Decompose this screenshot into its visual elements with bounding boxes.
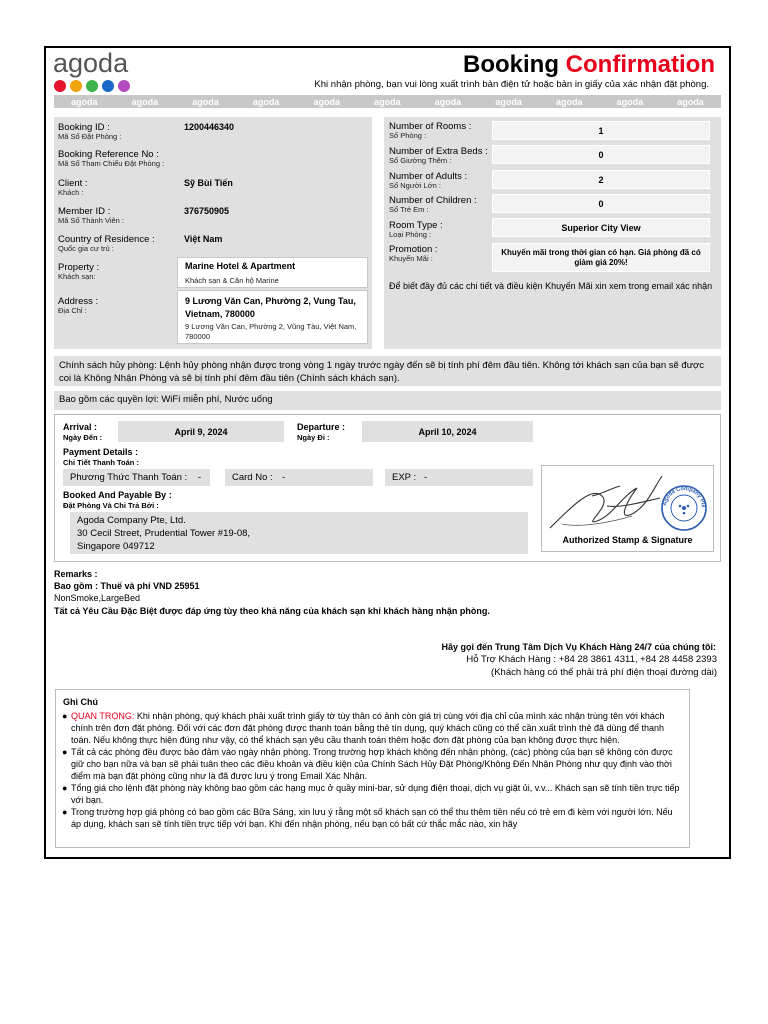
payable-company-box xyxy=(70,512,528,554)
support-title: Hãy gọi đến Trung Tâm Dịch Vụ Khách Hàng 24/7 của chúng tôi: xyxy=(441,642,716,652)
payable-label: Booked And Payable By : xyxy=(63,490,172,500)
address-label: Address : xyxy=(58,296,99,307)
country-label: Country of Residence : xyxy=(58,234,155,245)
arrival-label: Arrival : xyxy=(63,422,98,432)
support-phones: Hỗ Trợ Khách Hàng : +84 28 3861 4311, +84 28 4458 2393 xyxy=(466,654,717,665)
promotion-sublabel: Khuyến Mãi : xyxy=(389,254,433,263)
country-sublabel: Quốc gia cư trú : xyxy=(58,244,114,253)
notes-title: Ghi Chú xyxy=(63,697,98,707)
bullet-icon: ● xyxy=(62,807,68,817)
stamp-signature-box xyxy=(541,465,714,552)
departure-sublabel: Ngày Đi : xyxy=(297,433,330,442)
member-label: Member ID : xyxy=(58,206,111,217)
page-title xyxy=(463,51,715,79)
ref-label: Booking Reference No : xyxy=(58,149,159,160)
arrival-value: April 9, 2024 xyxy=(118,421,284,442)
note-item-3-text: Tổng giá cho lệnh đặt phòng này không bao gồm các hạng mục ở quầy mini-bar, sử dụng điện thoại, dịch vụ giặt ủi, v.v... Khách sạn sẽ tính tiền trực tiếp với bạn. xyxy=(71,783,680,805)
svg-text:Agoda Company Pte. Ltd. xyxy=(660,484,706,508)
agoda-logo: agoda xyxy=(53,48,129,78)
company-stamp-icon xyxy=(660,484,708,532)
stamp-caption: Authorized Stamp & Signature xyxy=(562,535,693,545)
header-subtitle: Khi nhận phòng, bạn vui lòng xuất trình bản điện tử hoặc bản in giấy của xác nhận đặt phòng. xyxy=(314,79,709,90)
departure-value: April 10, 2024 xyxy=(362,421,533,442)
adults-sublabel: Số Người Lớn : xyxy=(389,181,441,190)
bullet-icon: ● xyxy=(62,711,68,721)
extra-beds-value: 0 xyxy=(492,145,710,164)
room-type-value: Superior City View xyxy=(492,218,710,237)
bullet-icon: ● xyxy=(62,747,68,757)
booking-id-sublabel: Mã Số Đặt Phòng : xyxy=(58,132,122,141)
company-line-1: Agoda Company Pte, Ltd. xyxy=(77,515,186,526)
notes-panel xyxy=(55,689,690,848)
payment-sublabel: Chi Tiết Thanh Toán : xyxy=(63,458,139,467)
expiry-label: EXP : xyxy=(392,472,417,483)
note-item-2-text: Tất cả các phòng đều được bảo đảm vào ngày nhận phòng. Trong trường hợp khách không đến nhận phòng, (các) phòng của bạn sẽ không còn được giữ cho bạn nữa và bạn sẽ phải tuân theo các điều khoản và điều kiện của Chính Sách Hủy Đặt Phòng/Không Đến Nhận Phòng như quy định vào thời điểm mà bạn đặt phòng cũng như là đã được lưu ý trong Email Xác Nhận. xyxy=(71,747,673,781)
payment-label: Payment Details : xyxy=(63,447,139,457)
extra-beds-sublabel: Số Giường Thêm : xyxy=(389,156,452,165)
logo-dot-purple xyxy=(118,80,130,92)
rooms-sublabel: Số Phòng : xyxy=(389,131,427,140)
logo-dot-red xyxy=(54,80,66,92)
payment-method-box xyxy=(63,469,210,486)
banner-bar-item: agoda xyxy=(616,96,644,107)
client-sublabel: Khách : xyxy=(58,188,84,197)
cancellation-policy: Chính sách hủy phòng: Lệnh hủy phòng nhận được trong vòng 1 ngày trước ngày đến sẽ bị tính phí đêm đầu tiên. Không tới khách sạn của bạn sẽ được coi là Không Nhận Phòng và sẽ bị tính phí đêm đầu tiên (Chính sách khách sạn). xyxy=(54,356,721,386)
benefits: Bao gồm các quyền lợi: WiFi miễn phí, Nước uống xyxy=(54,391,721,410)
banner-bar-item: agoda xyxy=(192,96,219,107)
property-label: Property : xyxy=(58,262,100,273)
children-label: Number of Children : xyxy=(389,195,477,206)
remarks-special-requests: Tất cả Yêu Cầu Đặc Biệt được đáp ứng tùy theo khả năng của khách sạn khi khách hàng nhận phòng. xyxy=(54,606,490,616)
room-type-sublabel: Loại Phòng : xyxy=(389,230,432,239)
country-value: Việt Nam xyxy=(184,234,223,244)
card-number-value: - xyxy=(282,472,286,483)
remarks-preferences: NonSmoke,LargeBed xyxy=(54,593,141,603)
member-sublabel: Mã Số Thành Viên : xyxy=(58,216,125,225)
agoda-banner-bar xyxy=(54,95,721,108)
support-note: (Khách hàng có thể phải trả phí điện thoại đường dài) xyxy=(491,667,717,678)
rooms-label: Number of Rooms : xyxy=(389,121,472,132)
property-box xyxy=(177,257,368,288)
adults-value: 2 xyxy=(492,170,710,189)
extra-beds-label: Number of Extra Beds : xyxy=(389,146,488,157)
children-value: 0 xyxy=(492,194,710,213)
remarks-label: Remarks : xyxy=(54,569,98,579)
promotion-label: Promotion : xyxy=(389,244,438,255)
logo-dot-orange xyxy=(70,80,82,92)
banner-bar-item: agoda xyxy=(313,96,341,107)
banner-bar-item: agoda xyxy=(495,96,522,107)
children-sublabel: Số Trẻ Em : xyxy=(389,205,429,214)
client-label: Client : xyxy=(58,178,88,189)
card-number-label: Card No : xyxy=(232,472,273,483)
note-item-1-text: Khi nhận phòng, quý khách phải xuất trình giấy tờ tùy thân có ảnh còn giá trị cùng với địa chỉ của mình xác nhận trùng tên với khách chính trên đơn đặt phòng. Đối với các đơn đặt phòng được thanh toán bằng thẻ tín dụng, quý khách cũng có thể cần xuất trình thẻ đã dùng để thanh toán. Nếu không thực hiện đúng như vậy, có thể khách sạn yêu cầu thanh toán thêm hoặc đơn đặt phòng của bạn không được thực hiện. xyxy=(71,711,665,745)
payable-sublabel: Đặt Phòng Và Chi Trả Bởi : xyxy=(63,501,159,510)
banner-bar-item: agoda xyxy=(131,96,159,107)
note-item-4 xyxy=(62,806,684,830)
note-item-4-text: Trong trường hợp giá phòng có bao gồm các Bữa Sáng, xin lưu ý rằng một số khách sạn có thể thu thêm tiền nếu có trẻ em đi kèm với người lớn. Nếu áp dụng, khách sạn sẽ tính tiền trực tiếp với bạn. Khi đến nhận phòng, nếu bạn có bất cứ thắc mắc nào, xin hãy xyxy=(71,807,673,829)
room-type-label: Room Type : xyxy=(389,220,443,231)
note-item-1 xyxy=(62,710,684,746)
note-item-2 xyxy=(62,746,684,782)
banner-bar-item: agoda xyxy=(677,96,704,107)
banner-bar-item: agoda xyxy=(556,96,583,107)
remarks-tax: Bao gồm : Thuế và phí VND 25951 xyxy=(54,581,200,591)
booking-id-label: Booking ID : xyxy=(58,122,110,133)
company-line-2: 30 Cecil Street, Prudential Tower #19-08, xyxy=(77,528,251,539)
promotion-value: Khuyến mãi trong thời gian có hạn. Giá phòng đã có giảm giá 20%! xyxy=(492,243,710,272)
address-sublabel: Địa Chỉ : xyxy=(58,306,87,315)
rooms-value: 1 xyxy=(492,121,710,140)
notes-list xyxy=(62,710,684,830)
promotion-note: Để biết đầy đủ các chi tiết và điều kiện Khuyến Mãi xin xem trong email xác nhận xyxy=(389,281,713,291)
property-sublabel: Khách sạn: xyxy=(58,272,96,281)
title-booking: Booking xyxy=(463,51,559,78)
address-value-vi: 9 Lương Văn Can, Phường 2, Vũng Tàu, Việt Nam, 780000 xyxy=(185,322,357,341)
banner-bar-item: agoda xyxy=(434,96,462,107)
property-name: Marine Hotel & Apartment xyxy=(185,261,296,271)
bullet-icon: ● xyxy=(62,783,68,793)
booking-id-value: 1200446340 xyxy=(184,122,235,132)
property-name-vi: Khách sạn & Căn hộ Marine xyxy=(185,276,279,285)
member-value: 376750905 xyxy=(184,206,230,216)
banner-bar-item: agoda xyxy=(374,96,401,107)
payment-method-label: Phương Thức Thanh Toán : xyxy=(70,472,188,483)
expiry-box xyxy=(385,469,533,486)
address-box xyxy=(177,290,368,344)
banner-bar-item: agoda xyxy=(71,96,98,107)
card-number-box xyxy=(225,469,373,486)
expiry-value: - xyxy=(424,472,428,483)
arrival-sublabel: Ngày Đến : xyxy=(63,433,103,442)
payment-method-value: - xyxy=(198,472,202,483)
adults-label: Number of Adults : xyxy=(389,171,468,182)
ref-sublabel: Mã Số Tham Chiếu Đặt Phòng : xyxy=(58,159,165,168)
logo-dot-blue xyxy=(102,80,114,92)
client-value: Sỹ Bùi Tiến xyxy=(184,178,233,188)
departure-label: Departure : xyxy=(297,422,346,432)
title-confirmation: Confirmation xyxy=(565,51,715,78)
note-item-3 xyxy=(62,782,684,806)
company-line-3: Singapore 049712 xyxy=(77,541,155,552)
stamp-text: Agoda Company Pte xyxy=(662,485,707,508)
address-value: 9 Lương Văn Can, Phường 2, Vung Tau, Vietnam, 780000 xyxy=(185,296,356,319)
note-important-tag: QUAN TRỌNG: xyxy=(71,711,135,721)
banner-bar-item: agoda xyxy=(252,96,280,107)
logo-dot-green xyxy=(86,80,98,92)
